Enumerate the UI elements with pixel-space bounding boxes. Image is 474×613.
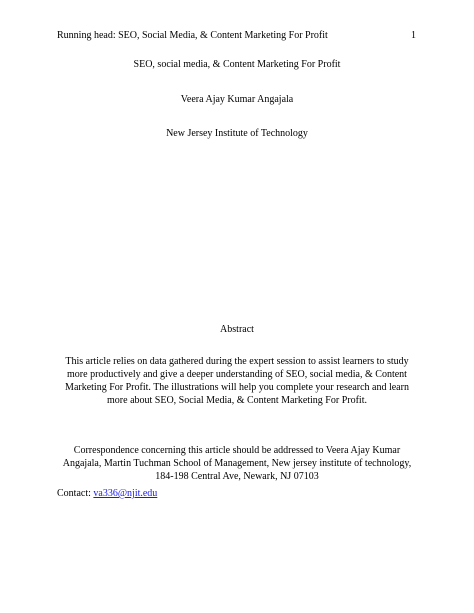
contact-email-link[interactable]: va336@njit.edu	[93, 488, 158, 499]
page-number: 1	[411, 30, 416, 41]
author-note: Correspondence concerning this article should be addressed to Veera Ajay Kumar Angajala, Martin Tuchman School of Management, New jersey institute of technology, 184-198 Central Ave, Newark, NJ 07103	[62, 445, 412, 482]
institution-name: New Jersey Institute of Technology	[166, 128, 308, 139]
author-name: Veera Ajay Kumar Angajala	[180, 94, 294, 105]
contact-line	[57, 487, 157, 500]
running-head: Running head: SEO, Social Media, & Content Marketing For Profit	[57, 30, 328, 41]
abstract-body: This article relies on data gathered during the expert session to assist learners to study more productively and give a deeper understanding of SEO, social media, & Content Marketing For Profit. The illustrations will help you complete your research and learn more about SEO, Social Media, & Content Marketing For Profit.	[65, 356, 409, 406]
paper-title: SEO, social media, & Content Marketing For Profit	[133, 59, 341, 70]
contact-label: Contact:	[57, 488, 94, 499]
abstract-heading: Abstract	[220, 324, 254, 335]
